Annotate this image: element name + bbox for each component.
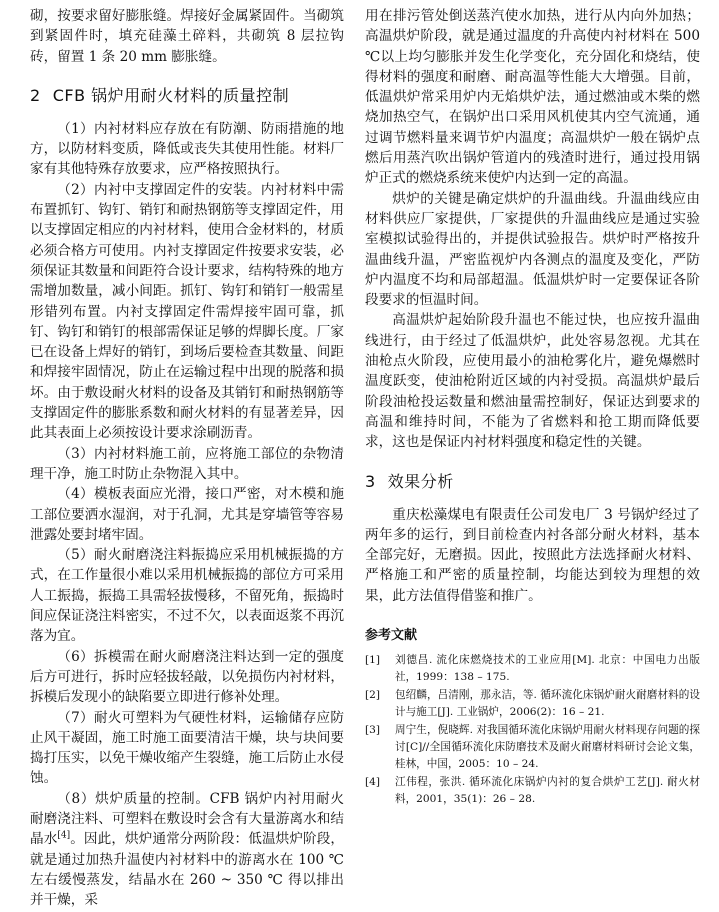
- reference-text: 周宁生，倪晓辉. 对我国循环流化床锅炉用耐火材料现存问题的探讨[C]//全国循环流化床防磨技术及耐火耐磨材料研讨会论文集，桂林，中国，2005：10 – 24.: [395, 724, 700, 771]
- reference-item: [365, 774, 700, 808]
- paragraph-1: （1）内衬材料应存放在有防潮、防雨措施的地方，以防材料变质，降低或丧失其使用性能。材料厂家有其他特殊存放要求，应严格按照执行。: [30, 120, 344, 178]
- reference-number: [4]: [365, 776, 381, 789]
- right-column: [365, 6, 700, 809]
- paragraph-8-continuation: 用在排污管处倒送蒸汽使水加热，进行从内向外加热；高温烘炉阶段，就是通过温度的升高使内衬材料在 500 ℃以上均匀膨胀并发生化学变化，充分固化和烧结，使得材料的强度和耐磨、耐高温等性能大大增强。目前，低温烘炉常采用炉内无焰烘炉法，通过燃油或木柴的燃烧加热空气，在锅炉出口采用风机使其内空气流通，通过调节燃料量来调节炉内温度；高温烘炉一般在锅炉点燃后用蒸汽吹出锅炉管道内的残渣时进行，通过投用锅炉正式的燃烧系统来使炉内达到一定的高温。: [365, 8, 700, 187]
- paragraph-8-text-a: （8）烘炉质量的控制。CFB 锅炉内衬用耐火耐磨浇注料、可塑料在敷设时会含有大量游离水和结晶水: [30, 790, 344, 848]
- references-list: [365, 652, 700, 808]
- paragraph-heating-curve: 烘炉的关键是确定烘炉的升温曲线。升温曲线应由材料供应厂家提供，厂家提供的升温曲线应是通过实验室模拟试验得出的，并提供试验报告。烘炉时严格按升温曲线升温，严密监视炉内各测点的温度及变化，严防炉内温度不均和局部超温。低温烘炉时一定要保证各阶段要求的恒温时间。: [365, 190, 700, 309]
- reference-number: [1]: [365, 654, 381, 667]
- section-2-number: 2: [30, 85, 41, 105]
- left-column: [30, 6, 344, 910]
- reference-text: 包绍麟，吕清刚，那永洁，等. 循环流化床锅炉耐火耐磨材料的设计与施工[J]. 工业锅炉，2006(2)：16 – 21.: [395, 689, 700, 719]
- paragraph-8-text-b: 。因此，烘炉通常分两阶段：低温烘炉阶段，就是通过加热升温使内衬材料中的游离水在 100 ℃左右缓慢蒸发，结晶水在 260 ~ 350 ℃ 得以排出并干燥，采: [30, 831, 345, 909]
- paragraph-6: （6）拆模需在耐火耐磨浇注料达到一定的强度后方可进行，拆时应轻拔轻敲，以免损伤内衬材料，拆模后发现小的缺陷要立即进行修补处理。: [30, 648, 344, 706]
- reference-item: [365, 652, 700, 686]
- reference-text: 刘德昌. 流化床燃烧技术的工业应用[M]. 北京：中国电力出版社，1999：138 – 175.: [395, 654, 700, 684]
- citation-4: [4]: [57, 830, 71, 841]
- reference-item: [365, 687, 700, 721]
- reference-number: [3]: [365, 724, 381, 737]
- paragraph-3: （3）内衬材料施工前，应将施工部位的杂物清理干净，施工时防止杂物混入其中。: [30, 445, 344, 482]
- intro-continuation: 砌，按要求留好膨胀缝。焊接好金属紧固件。当砌筑到紧固件时，填充硅藻土碎料，共砌筑 8 层拉钩砖，留置 1 条 20 mm 膨胀缝。: [30, 8, 344, 65]
- references-heading: 参考文献: [365, 628, 418, 644]
- paragraph-high-temp-drying: 高温烘炉起始阶段升温也不能过快，也应按升温曲线进行，由于经过了低温烘炉，此处容易忽视。尤其在油枪点火阶段，应使用最小的油枪雾化片，避免爆燃时温度跃变，使油枪附近区域的内衬受损。高温烘炉最后阶段油枪投运数量和燃油量需控制好，保证达到要求的高温和维持时间，不能为了省燃料和抢工期而降低要求，这也是保证内衬材料强度和稳定性的关键。: [365, 312, 700, 451]
- reference-text: 江伟程，张洪. 循环流化床锅炉内衬的复合烘炉工艺[J]. 耐火材料，2001，35(1)：26 – 28.: [395, 776, 700, 806]
- paragraph-5: （5）耐火耐磨浇注料振捣应采用机械振捣的方式，在工作量很小难以采用机械振捣的部位方可采用人工振捣，振捣工具需轻拔慢移，不留死角，振捣时间应保证浇注料密实，不过不欠，以表面返浆不再沉落为宜。: [30, 547, 344, 645]
- reference-item: [365, 722, 700, 773]
- section-2-title: CFB 锅炉用耐火材料的质量控制: [52, 85, 290, 105]
- section-2-heading: [30, 85, 344, 107]
- section-3-number: 3: [365, 471, 376, 491]
- paragraph-2: （2）内衬中支撑固定件的安装。内衬材料中需布置抓钉、钩钉、销钉和耐热钢筋等支撑固定件，用以支撑固定相应的内衬材料，使用合金材料的，材质必须合格方可使用。内衬支撑固定件按要求安装，必须保证其数量和间距符合设计要求，结构特殊的地方需增加数量，减小间距。抓钉、钩钉和销钉一般需星形错列布置。内衬支撑固定件需焊接牢固可靠，抓钉、钩钉和销钉的根部需保证足够的焊脚长度。厂家已在设备上焊好的销钉，到场后要检查其数量、间距和焊接牢固情况，防止在运输过程中出现的脱落和损坏。由于敷设耐火材料的设备及其销钉和耐热钢筋等支撑固定件的膨胀系数和耐火材料的有显著差异，因此其表面上必须按设计要求涂刷沥青。: [30, 181, 344, 442]
- paragraph-7: （7）耐火可塑料为气硬性材料，运输储存应防止风干凝固，施工时施工面要清洁干燥，块与块间要捣打压实，以免干燥收缩产生裂缝，施工后防止水侵蚀。: [30, 709, 344, 787]
- section-3-title: 效果分析: [387, 471, 454, 491]
- section-3-text: 重庆松藻煤电有限责任公司发电厂 3 号锅炉经过了两年多的运行，到目前检查内衬各部分耐火材料，基本全部完好，无磨损。因此，按照此方法选择耐火材料、严格施工和严密的质量控制，均能达到较为理想的效果，此方法值得借鉴和推广。: [365, 506, 700, 604]
- paragraph-8: [30, 789, 344, 911]
- paragraph-4: （4）模板表面应光滑，接口严密，对木模和施工部位要洒水湿润，对于孔洞，尤其是穿墙管等容易泄露处要封堵牢固。: [30, 486, 344, 543]
- section-3-heading: [365, 471, 700, 493]
- reference-number: [2]: [365, 689, 381, 702]
